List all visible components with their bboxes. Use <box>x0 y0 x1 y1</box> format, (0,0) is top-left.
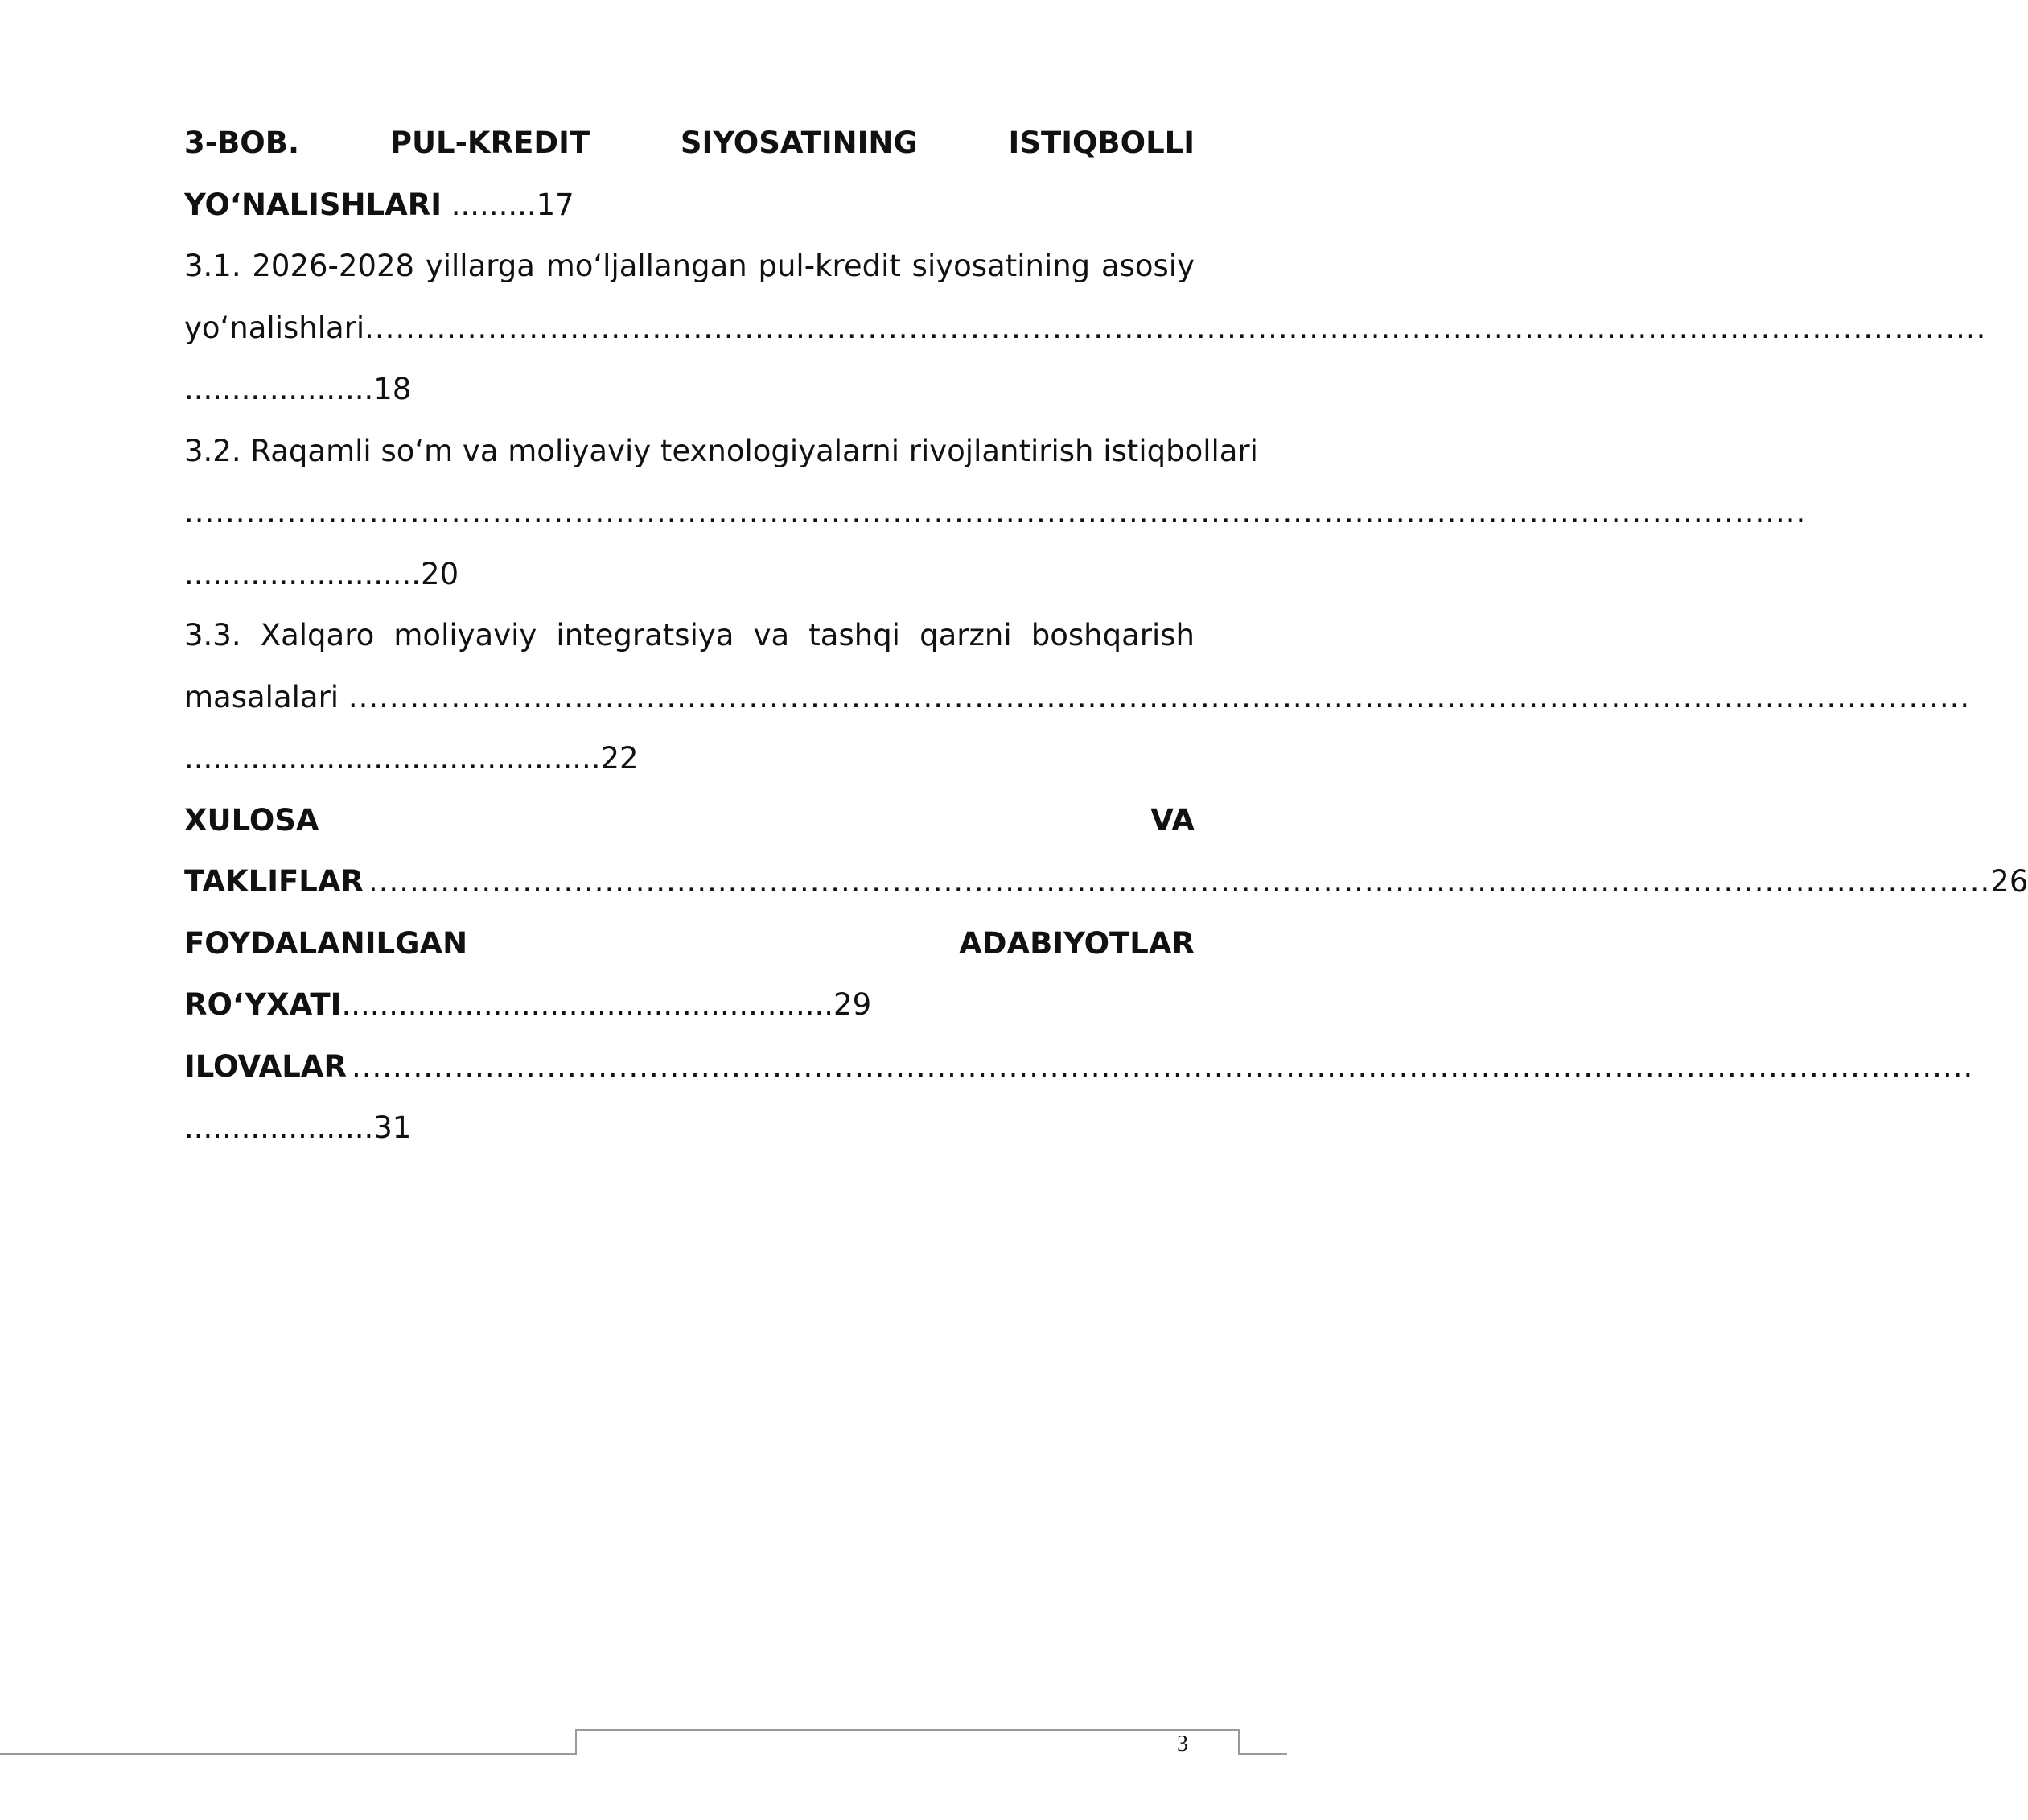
toc-chapter3-dots: ......... <box>442 187 537 222</box>
toc-appendices-line2[interactable] <box>184 1097 1195 1159</box>
toc-section-3-3-line1[interactable]: 3.3. Xalqaro moliyaviy integratsiya va tashqi qarzni boshqarish <box>184 618 1195 653</box>
toc-section-3-2-line1[interactable]: 3.2. Raqamli so‘m va moliyaviy texnologiyalarni rivojlantirish istiqbollari <box>184 433 1258 468</box>
toc-conclusion-word: VA <box>1150 802 1195 838</box>
toc-section-3-3-title-cont: masalalari <box>184 679 339 714</box>
toc-chapter3-word: SIYOSATINING <box>680 126 918 160</box>
toc-section-3-3-page: 22 <box>600 741 639 776</box>
toc-section-3-1-dots: .............................................................................................................................................................. <box>364 310 1987 345</box>
toc-references-word: ADABIYOTLAR <box>959 925 1195 961</box>
toc-section-3-2-page: 20 <box>421 556 459 591</box>
toc-references-title-cont: RO‘YXATI <box>184 987 342 1022</box>
toc-section-3-1-line2[interactable] <box>184 298 1987 360</box>
toc-conclusion-dots: .............................................................................................................................................................. <box>368 864 1991 899</box>
toc-chapter3-title-line2[interactable] <box>184 175 1195 237</box>
toc-section-3-2-dots: .............................................................................................................................................................. <box>184 495 1807 529</box>
toc-section-3-3-dots-cont: ............................................ <box>184 741 601 776</box>
table-of-contents <box>184 113 2028 1159</box>
toc-references-page: 29 <box>833 987 872 1022</box>
toc-section-3-1-title-cont: yo‘nalishlari <box>184 310 365 345</box>
toc-conclusion-line2[interactable] <box>184 851 2028 913</box>
footer-rule-right <box>1238 1753 1287 1755</box>
toc-references-dots: .................................................... <box>341 987 834 1022</box>
toc-appendices-dots-cont: .................... <box>184 1110 374 1145</box>
toc-section-3-3-line2[interactable] <box>184 667 1971 729</box>
toc-section-3-1-dots-cont: .................... <box>184 372 374 406</box>
toc-conclusion-page: 26 <box>1990 864 2028 899</box>
toc-appendices-dots: .............................................................................................................................................................. <box>351 1048 1974 1084</box>
toc-section-3-1-line1[interactable]: 3.1. 2026-2028 yillarga mo‘ljallangan pul-kredit siyosatining asosiy <box>184 249 1195 283</box>
toc-chapter3-page: 17 <box>536 187 574 222</box>
toc-appendices-page: 31 <box>373 1110 412 1145</box>
toc-appendices-line1[interactable] <box>184 1036 1974 1098</box>
toc-section-3-3-dots: .............................................................................................................................................................. <box>348 679 1971 714</box>
toc-section-3-3-line3[interactable] <box>184 728 1195 790</box>
toc-section-3-2-dots-cont: ......................... <box>184 556 422 591</box>
toc-chapter3-title-line1[interactable] <box>184 113 1195 175</box>
toc-appendices-title: ILOVALAR <box>184 1048 347 1084</box>
toc-references-word: FOYDALANILGAN <box>184 925 468 961</box>
toc-section-3-1-line3[interactable] <box>184 359 1195 421</box>
toc-chapter3-word: ISTIQBOLLI <box>1008 126 1195 160</box>
footer-page-box <box>575 1729 1240 1755</box>
toc-conclusion-line1[interactable] <box>184 790 1195 852</box>
toc-references-line2[interactable] <box>184 974 1195 1036</box>
toc-chapter3-title-cont: YO‘NALISHLARI <box>184 187 442 222</box>
toc-section-3-2-line3[interactable] <box>184 544 1195 606</box>
toc-conclusion-title-cont: TAKLIFLAR <box>184 864 364 899</box>
toc-section-3-1-page: 18 <box>373 372 412 406</box>
footer-rule-left <box>0 1753 575 1755</box>
toc-chapter3-word: 3-BOB. <box>184 126 300 160</box>
page-number: 3 <box>1177 1731 1188 1756</box>
toc-chapter3-word: PUL-KREDIT <box>389 126 590 160</box>
toc-conclusion-word: XULOSA <box>184 802 319 838</box>
toc-references-line1[interactable] <box>184 913 1195 975</box>
